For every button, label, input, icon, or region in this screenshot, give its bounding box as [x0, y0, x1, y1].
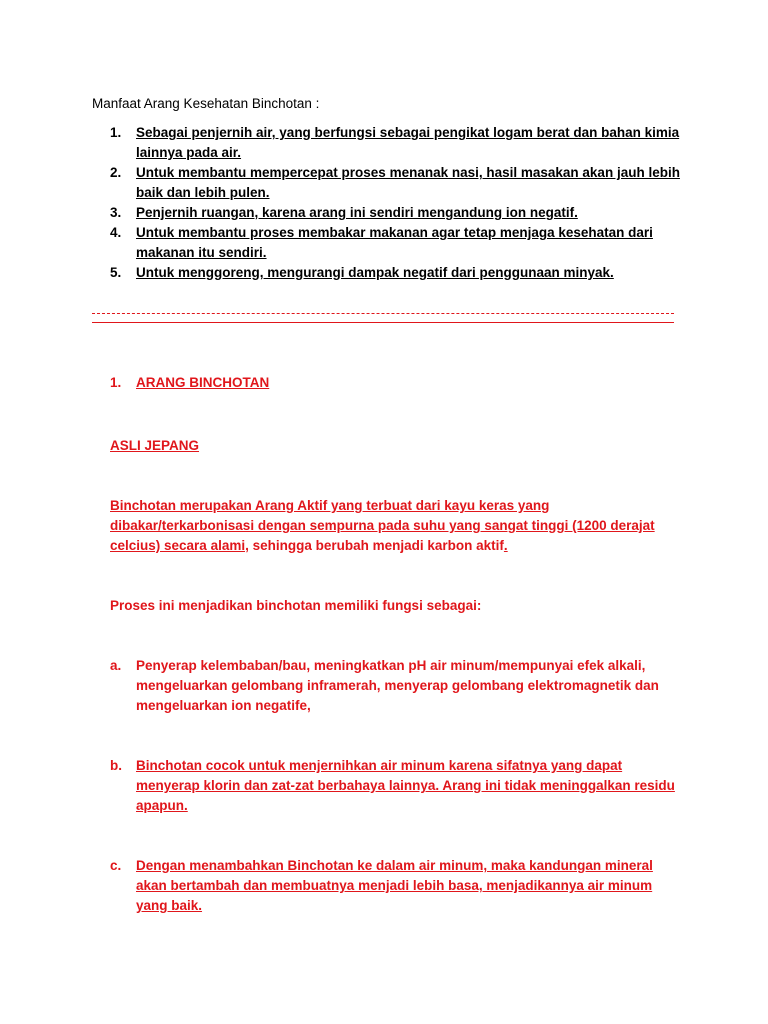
description-plain: sehingga berubah menjadi karbon aktif — [248, 538, 504, 553]
divider-line — [92, 322, 674, 323]
list-item: c. Dengan menambahkan Binchotan ke dalam air minum, maka kandungan mineral akan bertambah dan membuatnya menjadi lebih basa, menjadikannya air minum yang baik. — [110, 858, 653, 913]
benefits-heading: Manfaat Arang Kesehatan Binchotan : — [92, 96, 320, 111]
list-item: 1. Sebagai penjernih air, yang berfungsi sebagai pengikat logam berat dan bahan kimia lainnya pada air. — [110, 125, 680, 160]
function-text: Penyerap kelembaban/bau, meningkatkan pH air minum/mempunyai efek alkali, mengeluarkan gelombang inframerah, menyerap gelombang elektromagnetik dan mengeluarkan ion negatife, — [136, 658, 659, 713]
function-text: Dengan menambahkan Binchotan ke dalam air minum, maka kandungan mineral akan bertambah dan membuatnya menjadi lebih basa, menjadikannya air minum yang baik. — [136, 858, 653, 913]
section-title: 1. ARANG BINCHOTAN — [110, 375, 270, 390]
benefit-text: Untuk membantu proses membakar makanan agar tetap menjaga kesehatan dari makanan itu sendiri. — [136, 225, 653, 260]
process-intro: Proses ini menjadikan binchotan memiliki fungsi sebagai: — [110, 598, 482, 613]
benefits-list — [110, 123, 685, 283]
benefit-text: Sebagai penjernih air, yang berfungsi sebagai pengikat logam berat dan bahan kimia lainnya pada air. — [136, 125, 680, 160]
description-underlined: Binchotan merupakan Arang Aktif yang terbuat dari kayu keras yang dibakar/terkarbonisasi dengan sempurna pada suhu yang sangat tinggi (1200 derajat celcius) secara alami, — [110, 498, 655, 553]
list-item: b. Binchotan cocok untuk menjernihkan air minum karena sifatnya yang dapat menyerap klorin dan zat-zat berbahaya lainnya. Arang ini tidak meninggalkan residu apapun. — [110, 758, 675, 813]
list-item: 5. Untuk menggoreng, mengurangi dampak negatif dari penggunaan minyak. — [110, 265, 614, 280]
list-item: 2. Untuk membantu mempercepat proses menanak nasi, hasil masakan akan jauh lebih baik dan lebih pulen. — [110, 165, 680, 200]
list-item: a. Penyerap kelembaban/bau, meningkatkan pH air minum/mempunyai efek alkali, mengeluarkan gelombang inframerah, menyerap gelombang elektromagnetik dan mengeluarkan ion negatife, — [110, 658, 659, 713]
section-subtitle: ASLI JEPANG — [110, 438, 200, 453]
function-text: Binchotan cocok untuk menjernihkan air minum karena sifatnya yang dapat menyerap klorin dan zat-zat berbahaya lainnya. Arang ini tidak meninggalkan residu apapun. — [136, 758, 675, 813]
benefit-text: Untuk menggoreng, mengurangi dampak negatif dari penggunaan minyak. — [136, 265, 614, 280]
dashed-divider — [92, 313, 674, 314]
benefit-text: Penjernih ruangan, karena arang ini sendiri mengandung ion negatif. — [136, 205, 578, 220]
benefit-text: Untuk membantu mempercepat proses menanak nasi, hasil masakan akan jauh lebih baik dan lebih pulen. — [136, 165, 680, 200]
list-item: 3. Penjernih ruangan, karena arang ini sendiri mengandung ion negatif. — [110, 205, 578, 220]
binchotan-description: Binchotan merupakan Arang Aktif yang terbuat dari kayu keras yang dibakar/terkarbonisasi dengan sempurna pada suhu yang sangat tinggi (1200 derajat celcius) secara alami, sehingga berubah menjadi karbon aktif. — [110, 498, 655, 553]
functions-list — [110, 656, 685, 956]
list-item: 4. Untuk membantu proses membakar makanan agar tetap menjaga kesehatan dari makanan itu sendiri. — [110, 225, 653, 260]
